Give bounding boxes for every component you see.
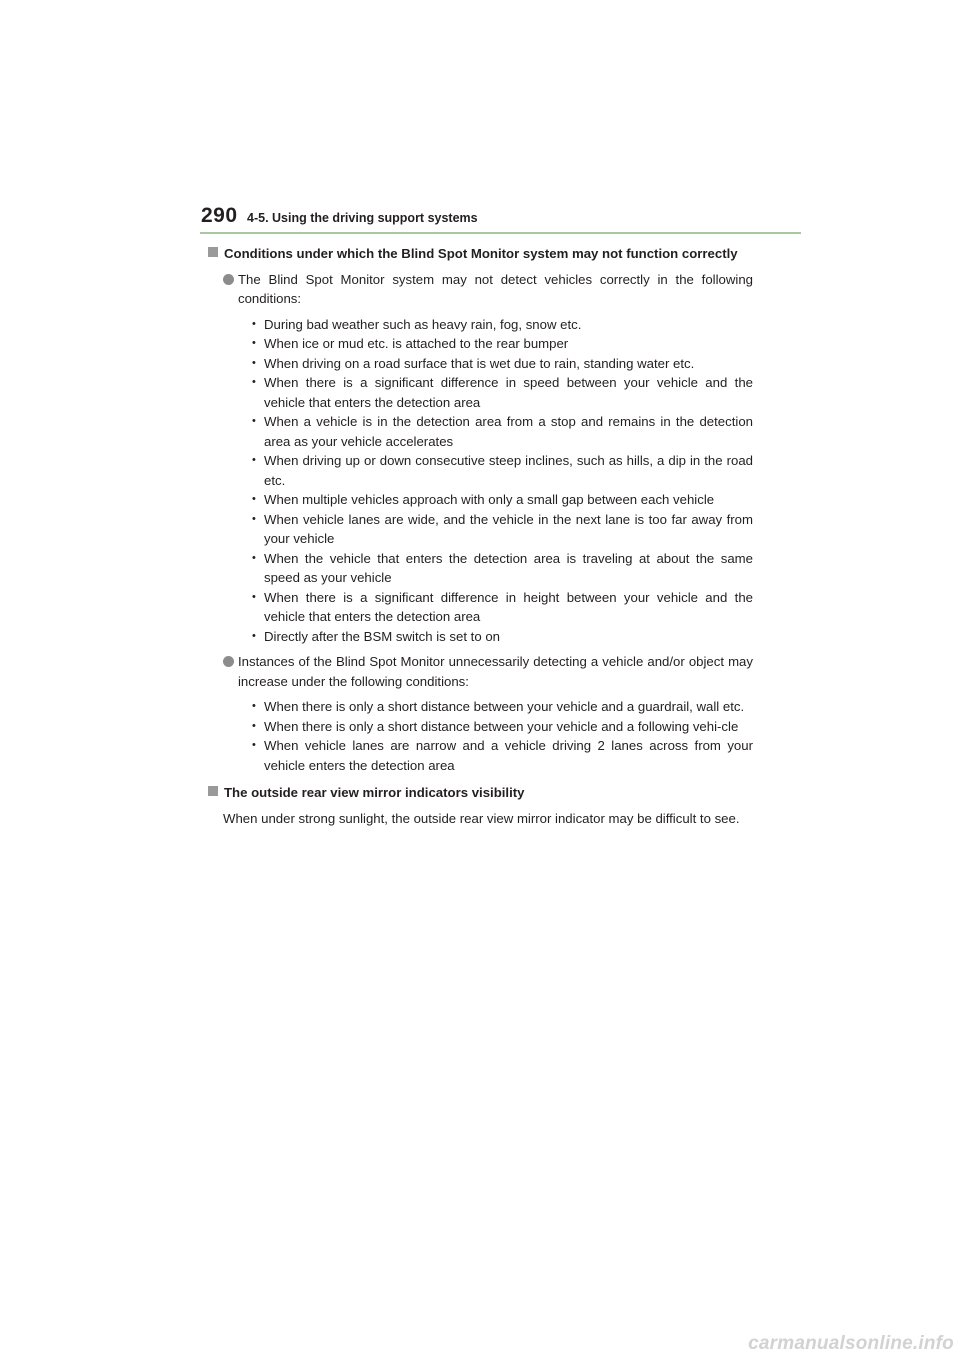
round-bullet-icon [223, 274, 234, 285]
bullet-item [223, 652, 753, 691]
list-item: • When driving up or down consecutive steep inclines, such as hills, a dip in the road etc. [252, 451, 753, 490]
header-rule [200, 232, 801, 234]
section-body: When under strong sunlight, the outside rear view mirror indicator may be difficult to see. [223, 810, 740, 826]
page-number: 290 [201, 204, 238, 227]
section-heading [208, 783, 753, 803]
section-title: Conditions under which the Blind Spot Monitor system may not function correctly [224, 246, 738, 261]
square-bullet-icon [208, 247, 218, 257]
section-title: The outside rear view mirror indicators visibility [224, 785, 525, 800]
list-item: • When there is a significant difference in speed between your vehicle and the vehicle that enters the detection area [252, 373, 753, 412]
round-bullet-icon [223, 656, 234, 667]
chapter-title: 4-5. Using the driving support systems [247, 211, 478, 225]
list-item: • When the vehicle that enters the detection area is traveling at about the same speed as your vehicle [252, 549, 753, 588]
section-heading [208, 244, 753, 264]
watermark: carmanualsonline.info [748, 1333, 954, 1354]
list-item: • When multiple vehicles approach with only a small gap between each vehicle [252, 490, 753, 510]
list-item: • When ice or mud etc. is attached to the rear bumper [252, 334, 753, 354]
list-item: • When there is a significant difference in height between your vehicle and the vehicle that enters the detection area [252, 588, 753, 627]
page-content [208, 244, 753, 828]
list-item: • When driving on a road surface that is wet due to rain, standing water etc. [252, 354, 753, 374]
bullet-text: Instances of the Blind Spot Monitor unnecessarily detecting a vehicle and/or object may increase under the following conditions: [238, 654, 753, 689]
bullet-text: The Blind Spot Monitor system may not detect vehicles correctly in the following conditions: [238, 271, 753, 306]
square-bullet-icon [208, 786, 218, 796]
condition-list [252, 697, 753, 775]
list-item: • During bad weather such as heavy rain, fog, snow etc. [252, 315, 753, 335]
list-item: • When vehicle lanes are wide, and the vehicle in the next lane is too far away from your vehicle [252, 510, 753, 549]
page-header [201, 204, 801, 234]
list-item: • When there is only a short distance between your vehicle and a guardrail, wall etc. [252, 697, 753, 717]
list-item: • Directly after the BSM switch is set to on [252, 627, 753, 647]
list-item: • When there is only a short distance between your vehicle and a following vehi-cle [252, 717, 753, 737]
bullet-item [223, 270, 753, 309]
list-item: • When a vehicle is in the detection area from a stop and remains in the detection area as your vehicle accelerates [252, 412, 753, 451]
list-item: • When vehicle lanes are narrow and a vehicle driving 2 lanes across from your vehicle enters the detection area [252, 736, 753, 775]
condition-list [252, 315, 753, 647]
